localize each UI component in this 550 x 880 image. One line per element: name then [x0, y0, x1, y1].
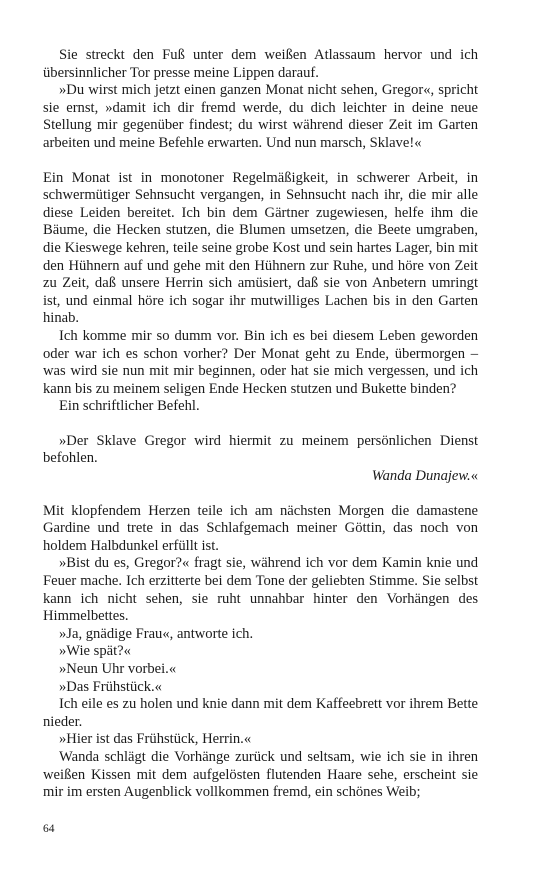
paragraph: Ein schriftlicher Befehl.	[59, 398, 200, 415]
section-break	[43, 416, 478, 433]
paragraph: Ich eile es zu holen und knie dann mit dem Kaffeebrett vor ihrem Bette nieder.	[43, 696, 478, 730]
paragraph: Sie streckt den Fuß unter dem weißen Atlassaum hervor und ich übersinnlicher Tor presse meine Lippen darauf.	[43, 47, 478, 81]
section-break	[43, 153, 478, 170]
paragraph: »Bist du es, Gregor?« fragt sie, während ich vor dem Kamin knie und Feuer mache. Ich erzitterte bei dem Tone der geliebten Stimme. Sie selbst kann ich nicht sehen, sie ruht unnahbar hinter den Vorhängen des Himmelbettes.	[43, 555, 478, 625]
paragraph: Wanda schlägt die Vorhänge zurück und seltsam, wie ich sie in ihren weißen Kissen mit dem aufgelösten flutenden Haare sehe, erscheint sie mir im ersten Augenblick vollkommen fremd, ein schönes Weib;	[43, 748, 478, 801]
closing-quote: «	[470, 468, 478, 485]
paragraph: »Der Sklave Gregor wird hiermit zu meinem persönlichen Dienst befohlen.	[43, 432, 478, 467]
paragraph: »Wie spät?«	[59, 643, 131, 660]
paragraph: »Neun Uhr vorbei.«	[59, 661, 177, 677]
paragraph: »Hier ist das Frühstück, Herrin.«	[59, 731, 252, 748]
page-number: 64	[43, 823, 55, 835]
signature-name: Wanda Dunajew.	[371, 468, 471, 485]
paragraph: »Ja, gnädige Frau«, antworte ich.	[59, 625, 254, 642]
paragraph: »Das Frühstück.«	[59, 678, 162, 695]
paragraph: »Du wirst mich jetzt einen ganzen Monat nicht sehen, Gregor«, spricht sie ernst, »damit ich dir fremd werde, du dich leichter in deine neue Stellung mir gegenüber findest; du wirst während dieser Zeit im Garten arbeiten und meine Befehle erwarten. Und nun marsch, Sklave!«	[43, 82, 478, 151]
paragraph: Ein Monat ist in monotoner Regelmäßigkeit, in schwerer Arbeit, in schwermütiger Sehnsucht vergangen, in Sehnsucht nach ihr, die mir alle diese Leiden bereitet. Ich bin dem Gärtner zugewiesen, helfe ihm die Bäume, die Hecken stutzen, die Blumen umsetzen, die Beete umgraben, die Kieswege kehren, teile seine grobe Kost und sein hartes Lager, bin mit den Hühnern auf und gehe mit den Hühnern zur Ruhe, und höre von Zeit zu Zeit, daß unsere Herrin sich amüsiert, daß sie von Anbetern umringt ist, und einmal höre ich sogar ihr mutwilliges Lachen bis in den Garten hinab.	[43, 169, 478, 327]
section-break	[43, 486, 478, 503]
signature	[43, 468, 478, 486]
paragraph: Ich komme mir so dumm vor. Bin ich es bei diesem Leben geworden oder war ich es schon vorher? Der Monat geht zu Ende, übermorgen – was wird sie nun mit mir beginnen, oder hat sie mich vergessen, und ich kann bis zu meinem seligen Ende Hecken stutzen und Bukette binden?	[43, 327, 478, 397]
paragraph: Mit klopfendem Herzen teile ich am nächsten Morgen die damastene Gardine und trete in das Schlafgemach meiner Göttin, das noch von holdem Halbdunkel erfüllt ist.	[43, 502, 478, 554]
page-body	[43, 47, 478, 802]
